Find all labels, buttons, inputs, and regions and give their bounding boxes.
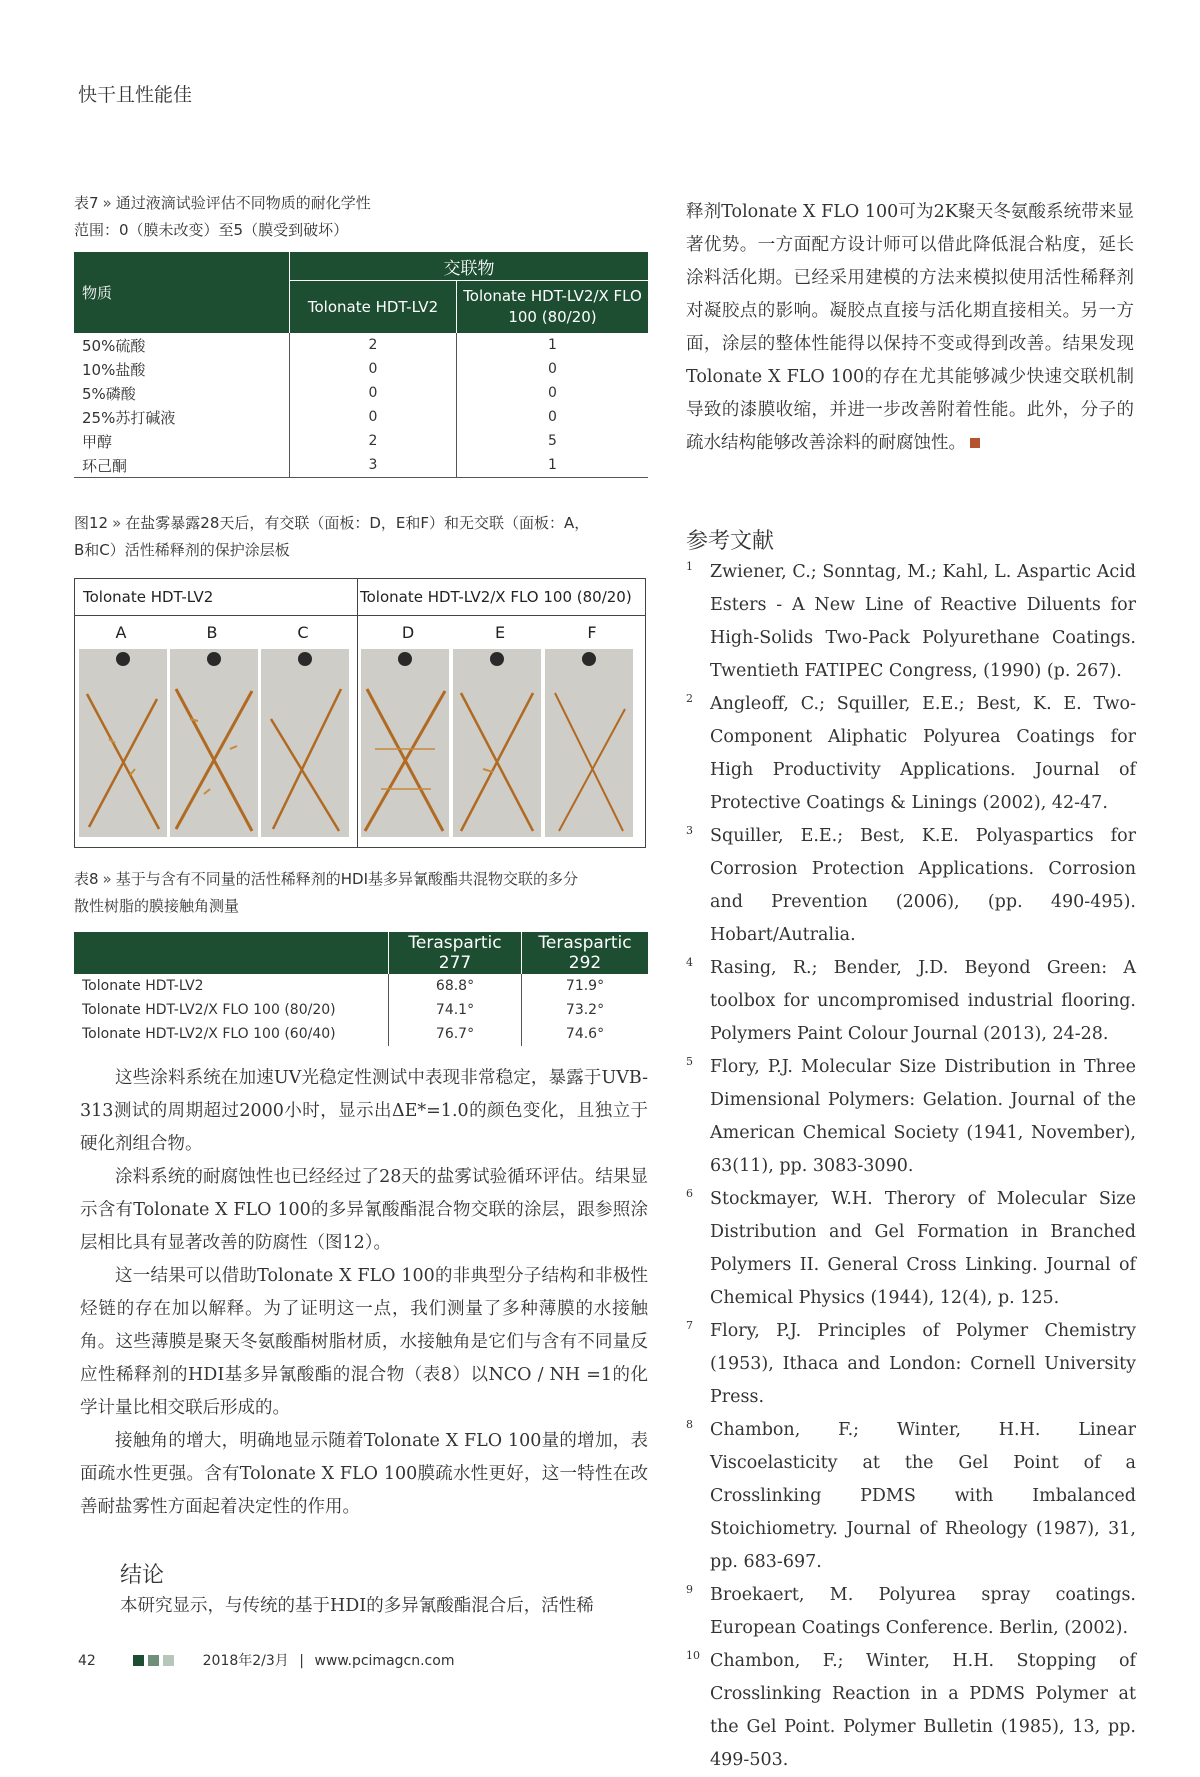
table-cell-value: 74.6° [522,1022,649,1046]
table7-caption [74,190,371,244]
figure12-caption [74,510,589,564]
table-row [74,381,648,405]
reference-text: Zwiener, C.; Sonntag, M.; Kahl, L. Aspartic Acid Esters - A New Line of Reactive Diluents for High-Solids Two-Pack Polyurethane Coatings. Twentieth FATIPEC Congress, (1990) (p. 267). [710,562,1136,681]
table-cell-material: Tolonate HDT-LV2/X FLO 100 (80/20) [82,1002,336,1018]
reference-text: Angleoff, C.; Squiller, E.E.; Best, K. E. Two-Component Aliphatic Polyurea Coatings for High Productivity Applications. Journal of Protective Coatings & Linings (2002), 42-47. [710,694,1136,813]
table-cell-material: 环己酮 [82,456,128,475]
figure12-right-header: Tolonate HDT-LV2/X FLO 100 (80/20) [360,588,632,606]
body-paragraph: 接触角的增大，明确地显示随着Tolonate X FLO 100量的增加，表面疏水性更强。含有Tolonate X FLO 100膜疏水性更好，这一特性在改善耐盐雾性方面起着决定性的作用。 [80,1431,648,1517]
chevron-icon: » [112,514,122,532]
panel-image-b [170,649,258,837]
table-cell-value: 2 [290,333,457,357]
references-list [686,556,1136,1777]
table-cell-value: 0 [290,381,457,405]
table-cell-value: 0 [290,357,457,381]
table7-col-a: Tolonate HDT-LV2 [290,281,457,334]
issue-date: 2018年2/3月 [202,1653,289,1669]
table7-range: 范围：0（膜未改变）至5（膜受到破坏） [74,221,349,239]
figure12-panels [74,578,646,848]
chevron-icon: » [102,194,112,212]
panel-label-e: E [494,623,506,642]
table-cell-material: 甲醇 [82,432,113,451]
reference-item [686,952,1136,1051]
table8-body [74,974,648,1046]
panel-label-c: C [297,623,309,642]
table-row [74,453,648,478]
square-icon [148,1655,159,1666]
table-cell-value: 1 [457,453,649,478]
table7-col-group: 交联物 [290,252,649,281]
running-header: 快干且性能佳 [78,84,193,106]
page-footer [78,1650,454,1670]
reference-item [686,556,1136,688]
table8-caption [74,866,578,920]
website-link[interactable]: www.pcimagcn.com [314,1653,455,1669]
figure12-left-header: Tolonate HDT-LV2 [83,588,214,606]
table-cell-value: 0 [290,405,457,429]
figure12-caption-line1: 在盐雾暴露28天后，有交联（面板：D，E和F）和无交联（面板：A， [125,514,590,532]
footer-separator: | [299,1653,304,1669]
table-cell-value: 73.2° [522,998,649,1022]
reference-item [686,1645,1136,1777]
reference-number: 3 [686,824,693,837]
reference-item [686,1051,1136,1183]
figure12-caption-line2: B和C）活性稀释剂的保护涂层板 [74,541,290,559]
reference-number: 4 [686,956,693,969]
table7-label: 表7 [74,194,99,212]
reference-item [686,1414,1136,1579]
chevron-icon: » [102,870,112,888]
table-cell-value: 68.8° [389,974,522,998]
table-cell-value: 1 [457,333,649,357]
page-number: 42 [78,1653,96,1669]
reference-text: Rasing, R.; Bender, J.D. Beyond Green: A toolbox for uncompromised industrial flooring. Polymers Paint Colour Journal (2013), 24-28. [710,958,1136,1044]
table7 [74,252,648,478]
table-row [74,998,648,1022]
table8-caption-line1: 基于与含有不同量的活性稀释剂的HDI基多异氰酸酯共混物交联的多分 [115,870,578,888]
body-paragraph: 这些涂料系统在加速UV光稳定性测试中表现非常稳定，暴露于UVB-313测试的周期超过2000小时，显示出ΔE*=1.0的颜色变化，且独立于硬化剂组合物。 [80,1068,648,1154]
reference-item [686,688,1136,820]
table8-label: 表8 [74,870,99,888]
reference-number: 6 [686,1187,693,1200]
table-cell-value: 5 [457,429,649,453]
table8-col-b: Teraspartic 292 [522,932,649,974]
table-row [74,1022,648,1046]
table-cell-material: 25%苏打碱液 [82,408,176,427]
panel-image-e [453,649,541,837]
reference-number: 9 [686,1583,693,1596]
table-row [74,405,648,429]
reference-text: Stockmayer, W.H. Therory of Molecular Size Distribution and Gel Formation in Branched Polymers II. General Cross Linking. Journal of Chemical Physics (1944), 12(4), p. 125. [710,1189,1136,1308]
reference-number: 5 [686,1055,693,1068]
end-mark-icon [970,438,980,448]
panel-image-a [79,649,167,837]
reference-number: 2 [686,692,693,705]
table8 [74,932,648,1046]
table-cell-material: 10%盐酸 [82,360,146,379]
table-cell-material: Tolonate HDT-LV2 [82,978,204,994]
reference-text: Squiller, E.E.; Best, K.E. Polyaspartics for Corrosion Protection Applications. Corrosion and Prevention (2006), (pp. 490-495). Hobart/Autralia. [710,826,1136,945]
table7-col-material: 物质 [74,252,290,333]
table-cell-value: 0 [457,405,649,429]
table8-col-a: Teraspartic 277 [389,932,522,974]
panel-label-a: A [115,623,127,642]
table7-caption-text: 通过液滴试验评估不同物质的耐化学性 [115,194,371,212]
reference-text: Flory, P.J. Principles of Polymer Chemistry (1953), Ithaca and London: Cornell University Press. [710,1321,1136,1407]
table-cell-material: 50%硫酸 [82,336,146,355]
reference-item [686,1579,1136,1645]
panel-image-c [261,649,349,837]
table-row [74,357,648,381]
square-icon [133,1655,144,1666]
table-cell-value: 74.1° [389,998,522,1022]
table-cell-value: 71.9° [522,974,649,998]
table-cell-value: 76.7° [389,1022,522,1046]
reference-number: 10 [686,1649,700,1662]
panel-label-b: B [206,623,218,642]
table-cell-value: 0 [457,381,649,405]
body-paragraph: 这一结果可以借助Tolonate X FLO 100的非典型分子结构和非极性烃链的存在加以解释。为了证明这一点，我们测量了多种薄膜的水接触角。这些薄膜是聚天冬氨酸酯树脂材质，水接触角是它们与含有不同量反应性稀释剂的HDI基多异氰酸酯的混合物（表8）以NCO / NH =1的化学计量比相交联后形成的。 [80,1266,648,1418]
panel-label-d: D [401,623,415,642]
table-cell-value: 0 [457,357,649,381]
conclusion-title: 结论 [120,1563,165,1588]
references-title: 参考文献 [686,529,775,554]
table7-col-b: Tolonate HDT-LV2/X FLO 100 (80/20) [457,281,649,334]
panel-label-f: F [587,623,597,642]
table8-caption-line2: 散性树脂的膜接触角测量 [74,897,240,915]
reference-text: Chambon, F.; Winter, H.H. Linear Viscoelasticity at the Gel Point of a Crosslinking PDMS with Imbalanced Stoichiometry. Journal of Rheology (1987), 31, pp. 683-697. [710,1420,1136,1572]
table-row [74,429,648,453]
body-paragraph: 涂料系统的耐腐蚀性也已经经过了28天的盐雾试验循环评估。结果显示含有Tolonate X FLO 100的多异氰酸酯混合物交联的涂层，跟参照涂层相比具有显著改善的防腐性（图12）。 [80,1167,648,1253]
reference-number: 1 [686,560,693,573]
square-icon [163,1655,174,1666]
reference-number: 7 [686,1319,693,1332]
panel-image-f [545,649,633,837]
table-row [74,974,648,998]
right-body [686,196,1134,460]
reference-item [686,1183,1136,1315]
left-body [80,1062,648,1524]
figure12-label: 图12 [74,514,109,532]
reference-number: 8 [686,1418,693,1431]
table-cell-material: 5%磷酸 [82,384,136,403]
table-cell-material: Tolonate HDT-LV2/X FLO 100 (60/40) [82,1026,336,1042]
table-cell-value: 2 [290,429,457,453]
right-body-text: 释剂Tolonate X FLO 100可为2K聚天冬氨酸系统带来显著优势。一方面配方设计师可以借此降低混合粘度，延长涂料活化期。已经采用建模的方法来模拟使用活性稀释剂对凝胶点的影响。凝胶点直接与活化期直接相关。另一方面，涂层的整体性能得以保持不变或得到改善。结果发现Tolonate X FLO 100的存在尤其能够减少快速交联机制导致的漆膜收缩，并进一步改善附着性能。此外，分子的疏水结构能够改善涂料的耐腐蚀性。 [686,202,1134,453]
panel-image-d [361,649,449,837]
reference-text: Broekaert, M. Polyurea spray coatings. European Coatings Conference. Berlin, (2002). [710,1585,1136,1638]
table-row [74,333,648,357]
reference-item [686,820,1136,952]
table7-body [74,333,648,478]
table-cell-value: 3 [290,453,457,478]
conclusion-text: 本研究显示，与传统的基于HDI的多异氰酸酯混合后，活性稀 [120,1596,594,1616]
reference-text: Flory, P.J. Molecular Size Distribution in Three Dimensional Polymers: Gelation. Journal of the American Chemical Society (1941, November), 63(11), pp. 3083-3090. [710,1057,1136,1176]
reference-text: Chambon, F.; Winter, H.H. Stopping of Crosslinking Reaction in a PDMS Polymer at the Gel Point. Polymer Bulletin (1985), 13, pp. 499-503. [710,1651,1136,1770]
table8-col-blank [74,932,389,974]
reference-item [686,1315,1136,1414]
